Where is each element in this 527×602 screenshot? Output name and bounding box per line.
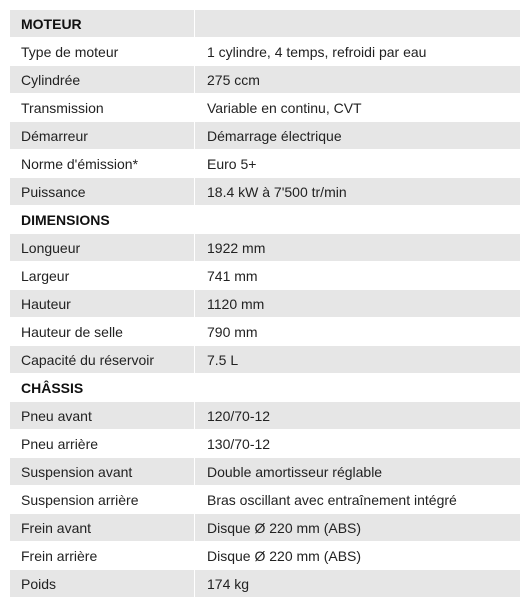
table-row — [10, 262, 521, 290]
spec-label: Hauteur — [10, 290, 195, 318]
spec-value: 790 mm — [195, 318, 521, 346]
spec-value: Disque Ø 220 mm (ABS) — [195, 542, 521, 570]
spec-value: 7.5 L — [195, 346, 521, 374]
specifications-table — [9, 9, 521, 598]
spec-value: 1120 mm — [195, 290, 521, 318]
table-row — [10, 290, 521, 318]
spec-label: Démarreur — [10, 122, 195, 150]
spec-value: Double amortisseur réglable — [195, 458, 521, 486]
spec-label: Capacité du réservoir — [10, 346, 195, 374]
spec-label: Suspension avant — [10, 458, 195, 486]
table-row — [10, 318, 521, 346]
spec-value: Disque Ø 220 mm (ABS) — [195, 514, 521, 542]
table-row — [10, 570, 521, 598]
section-header-dimensions — [10, 206, 521, 234]
spec-label: Puissance — [10, 178, 195, 206]
spec-label: Suspension arrière — [10, 486, 195, 514]
section-title: DIMENSIONS — [10, 206, 195, 234]
spec-value: 18.4 kW à 7'500 tr/min — [195, 178, 521, 206]
spec-value: Bras oscillant avec entraînement intégré — [195, 486, 521, 514]
spec-label: Pneu arrière — [10, 430, 195, 458]
table-row — [10, 234, 521, 262]
section-title-blank — [195, 206, 521, 234]
spec-label: Cylindrée — [10, 66, 195, 94]
spec-value: Démarrage électrique — [195, 122, 521, 150]
table-row — [10, 94, 521, 122]
section-header-chassis — [10, 374, 521, 402]
spec-label: Poids — [10, 570, 195, 598]
section-title-blank — [195, 374, 521, 402]
spec-value: 120/70-12 — [195, 402, 521, 430]
table-row — [10, 346, 521, 374]
section-header-moteur — [10, 10, 521, 38]
spec-value: 130/70-12 — [195, 430, 521, 458]
spec-label: Type de moteur — [10, 38, 195, 66]
table-row — [10, 122, 521, 150]
spec-label: Largeur — [10, 262, 195, 290]
spec-value: 1922 mm — [195, 234, 521, 262]
table-row — [10, 402, 521, 430]
spec-label: Frein arrière — [10, 542, 195, 570]
table-row — [10, 486, 521, 514]
spec-label: Longueur — [10, 234, 195, 262]
table-row — [10, 38, 521, 66]
table-row — [10, 66, 521, 94]
spec-label: Transmission — [10, 94, 195, 122]
spec-label: Norme d'émission* — [10, 150, 195, 178]
table-row — [10, 150, 521, 178]
section-title: MOTEUR — [10, 10, 195, 38]
spec-value: Variable en continu, CVT — [195, 94, 521, 122]
spec-label: Pneu avant — [10, 402, 195, 430]
table-row — [10, 542, 521, 570]
spec-value: Euro 5+ — [195, 150, 521, 178]
spec-value: 1 cylindre, 4 temps, refroidi par eau — [195, 38, 521, 66]
section-title-blank — [195, 10, 521, 38]
spec-value: 741 mm — [195, 262, 521, 290]
table-row — [10, 514, 521, 542]
table-row — [10, 178, 521, 206]
section-title: CHÂSSIS — [10, 374, 195, 402]
spec-label: Frein avant — [10, 514, 195, 542]
table-row — [10, 458, 521, 486]
spec-label: Hauteur de selle — [10, 318, 195, 346]
table-row — [10, 430, 521, 458]
spec-value: 275 ccm — [195, 66, 521, 94]
spec-value: 174 kg — [195, 570, 521, 598]
